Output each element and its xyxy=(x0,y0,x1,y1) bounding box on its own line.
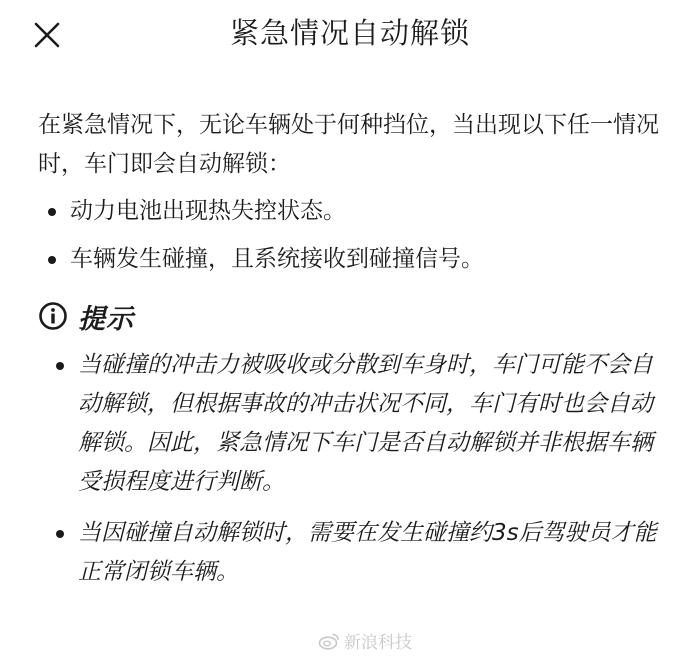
bullet-dot xyxy=(56,530,64,538)
header-bar xyxy=(0,0,700,70)
list-item xyxy=(38,240,678,279)
watermark xyxy=(318,628,412,653)
tip-list xyxy=(52,346,672,604)
list-item-text: 车辆发生碰撞，且系统接收到碰撞信号。 xyxy=(70,246,484,272)
condition-list xyxy=(38,192,678,279)
list-item xyxy=(38,192,678,231)
bullet-dot xyxy=(56,362,64,370)
list-item xyxy=(52,346,672,502)
main-content xyxy=(38,106,678,288)
bullet-dot xyxy=(48,256,56,264)
list-item-text: 当碰撞的冲击力被吸收或分散到车身时，车门可能不会自动解锁，但根据事故的冲击状况不同，车门有时也会自动解锁。因此，紧急情况下车门是否自动解锁并非根据车辆受损程度进行判断。 xyxy=(78,352,653,495)
list-item-text: 当因碰撞自动解锁时，需要在发生碰撞约3s后驾驶员才能正常闭锁车辆。 xyxy=(78,520,657,585)
tip-title: 提示 xyxy=(78,303,134,335)
weibo-logo-icon xyxy=(318,632,340,650)
page-title: 紧急情况自动解锁 xyxy=(229,16,470,50)
watermark-text: 新浪科技 xyxy=(344,633,412,653)
list-item-text: 动力电池出现热失控状态。 xyxy=(70,198,346,224)
info-icon xyxy=(38,301,68,331)
bullet-dot xyxy=(48,208,56,216)
tip-heading xyxy=(38,296,134,336)
intro-text: 在紧急情况下，无论车辆处于何种挡位，当出现以下任一情况时，车门即会自动解锁： xyxy=(38,112,659,177)
list-item xyxy=(52,514,672,592)
